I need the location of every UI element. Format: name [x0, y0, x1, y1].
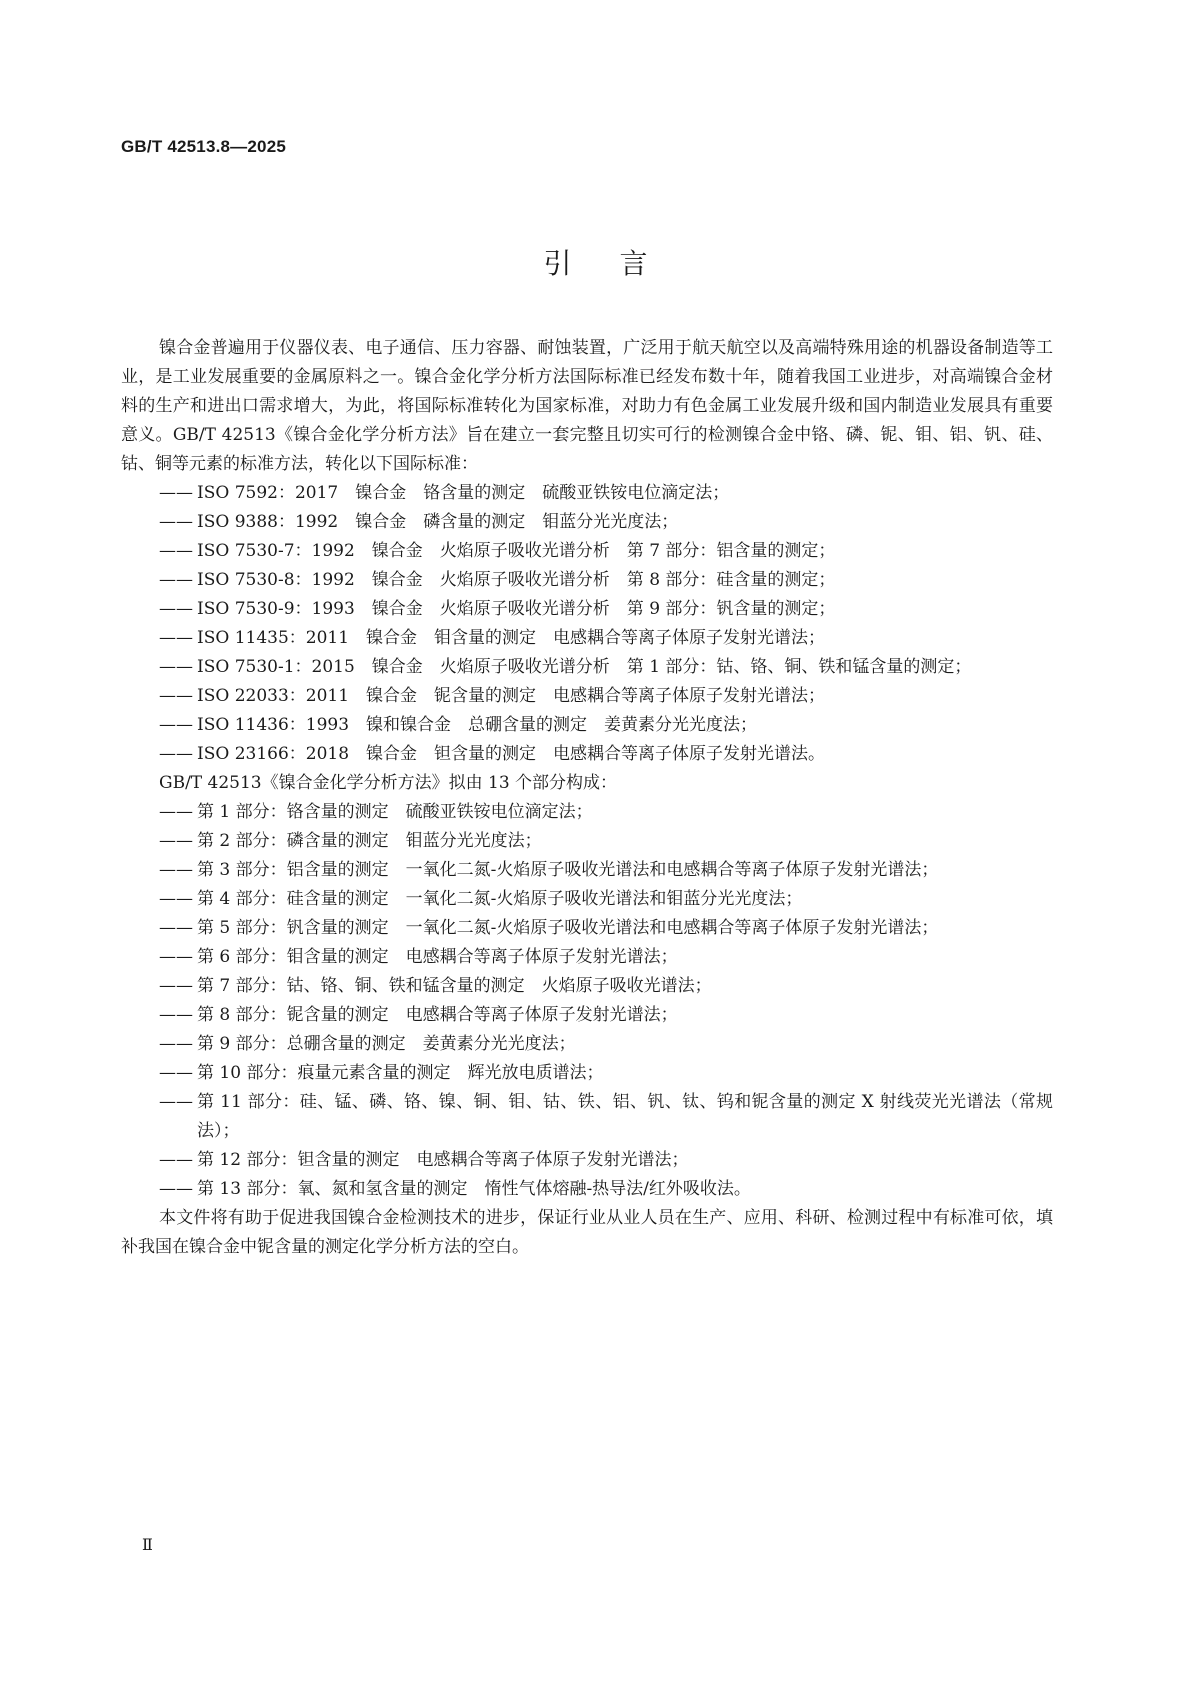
dash-marker: —— [159, 889, 193, 909]
dash-marker: —— [159, 860, 193, 880]
list-item [121, 653, 1053, 682]
dash-marker: —— [159, 686, 193, 706]
list-item-text: ISO 7530-7：1992 镍合金 火焰原子吸收光谱分析 第 7 部分：铝含量的测定； [197, 541, 836, 561]
list-item [121, 885, 1053, 914]
dash-marker: —— [159, 599, 193, 619]
list-item [121, 537, 1053, 566]
page-number: Ⅱ [142, 1535, 153, 1554]
list-item [121, 1146, 1053, 1175]
dash-marker: —— [159, 947, 193, 967]
dash-marker: —— [159, 628, 193, 648]
list-item-text: 第 7 部分：钴、铬、铜、铁和锰含量的测定 火焰原子吸收光谱法； [197, 976, 712, 996]
list-item-text: ISO 11435：2011 镍合金 钼含量的测定 电感耦合等离子体原子发射光谱法； [197, 628, 826, 648]
list-item [121, 798, 1053, 827]
list-item-text: ISO 7530-9：1993 镍合金 火焰原子吸收光谱分析 第 9 部分：钒含量的测定； [197, 599, 836, 619]
list-item-text: 第 5 部分：钒含量的测定 一氧化二氮-火焰原子吸收光谱法和电感耦合等离子体原子发射光谱法； [197, 918, 939, 938]
dash-marker: —— [159, 831, 193, 851]
list-item [121, 566, 1053, 595]
closing-paragraph: 本文件将有助于促进我国镍合金检测技术的进步，保证行业从业人员在生产、应用、科研、检测过程中有标准可依，填补我国在镍合金中铌含量的测定化学分析方法的空白。 [121, 1208, 1053, 1257]
standard-code: GB/T 42513.8—2025 [121, 137, 286, 156]
list-item [121, 479, 1053, 508]
dash-marker: —— [159, 512, 193, 532]
dash-marker: —— [159, 483, 193, 503]
list-item [121, 711, 1053, 740]
list-item [121, 1175, 1053, 1204]
list-item [121, 914, 1053, 943]
list-item [121, 827, 1053, 856]
list-item-text: ISO 7530-1：2015 镍合金 火焰原子吸收光谱分析 第 1 部分：钴、铬、铜、铁和锰含量的测定； [197, 657, 972, 677]
list-item-text: 第 13 部分：氧、氮和氢含量的测定 惰性气体熔融-热导法/红外吸收法。 [197, 1179, 751, 1199]
dash-marker: —— [159, 802, 193, 822]
dash-marker: —— [159, 541, 193, 561]
page-title: 引言 [543, 247, 696, 280]
list-item [121, 1001, 1053, 1030]
dash-marker: —— [159, 976, 193, 996]
dash-marker: —— [159, 1150, 193, 1170]
dash-marker: —— [159, 715, 193, 735]
list-item [121, 1030, 1053, 1059]
list-item [121, 624, 1053, 653]
list-item [121, 972, 1053, 1001]
dash-marker: —— [159, 1005, 193, 1025]
dash-marker: —— [159, 570, 193, 590]
dash-marker: —— [159, 1179, 193, 1199]
list-item-text: ISO 7530-8：1992 镍合金 火焰原子吸收光谱分析 第 8 部分：硅含量的测定； [197, 570, 836, 590]
dash-marker: —— [159, 657, 193, 677]
list-item-text: ISO 9388：1992 镍合金 磷含量的测定 钼蓝分光光度法； [197, 512, 679, 532]
list-item-text: ISO 23166：2018 镍合金 钽含量的测定 电感耦合等离子体原子发射光谱法。 [197, 744, 826, 764]
list-item [121, 682, 1053, 711]
list-item-text: ISO 11436：1993 镍和镍合金 总硼含量的测定 姜黄素分光光度法； [197, 715, 758, 735]
list-item-text: 第 4 部分：硅含量的测定 一氧化二氮-火焰原子吸收光谱法和钼蓝分光光度法； [197, 889, 803, 909]
list-item-text: ISO 7592：2017 镍合金 铬含量的测定 硫酸亚铁铵电位滴定法； [197, 483, 730, 503]
iso-standards-list [121, 479, 1053, 769]
dash-marker: —— [159, 1034, 193, 1054]
document-body [121, 334, 1053, 1262]
list-item-text: 第 8 部分：铌含量的测定 电感耦合等离子体原子发射光谱法； [197, 1005, 678, 1025]
list-item [121, 1059, 1053, 1088]
intro-paragraph: 镍合金普遍用于仪器仪表、电子通信、压力容器、耐蚀装置，广泛用于航天航空以及高端特殊用途的机器设备制造等工业，是工业发展重要的金属原料之一。镍合金化学分析方法国际标准已经发布数十年，随着我国工业进步，对高端镍合金材料的生产和进出口需求增大，为此，将国际标准转化为国家标准，对助力有色金属工业发展升级和国内制造业发展具有重要意义。GB/T 42513《镍合金化学分析方法》旨在建立一套完整且切实可行的检测镍合金中铬、磷、铌、钼、铝、钒、硅、钴、铜等元素的标准方法，转化以下国际标准： [121, 338, 1053, 474]
list-item [121, 943, 1053, 972]
dash-marker: —— [159, 918, 193, 938]
list-item-text: 第 2 部分：磷含量的测定 钼蓝分光光度法； [197, 831, 542, 851]
list-item [121, 856, 1053, 885]
list-item [121, 740, 1053, 769]
list-item-text: 第 10 部分：痕量元素含量的测定 辉光放电质谱法； [197, 1063, 604, 1083]
list-item-text: 第 6 部分：钼含量的测定 电感耦合等离子体原子发射光谱法； [197, 947, 678, 967]
list-item-text: ISO 22033：2011 镍合金 铌含量的测定 电感耦合等离子体原子发射光谱法； [197, 686, 826, 706]
list-item-text: 第 12 部分：钽含量的测定 电感耦合等离子体原子发射光谱法； [197, 1150, 689, 1170]
dash-marker: —— [159, 1063, 193, 1083]
dash-marker: —— [159, 1092, 193, 1112]
list-item-text: 第 9 部分：总硼含量的测定 姜黄素分光光度法； [197, 1034, 576, 1054]
list-item-text: 第 11 部分：硅、锰、磷、铬、镍、铜、钼、钴、铁、铝、钒、钛、钨和铌含量的测定 X 射线荧光光谱法（常规法）； [197, 1092, 1053, 1141]
list-item-text: 第 3 部分：铝含量的测定 一氧化二氮-火焰原子吸收光谱法和电感耦合等离子体原子发射光谱法； [197, 860, 939, 880]
list-item [121, 508, 1053, 537]
list-item [121, 595, 1053, 624]
parts-list [121, 798, 1053, 1204]
parts-intro-paragraph: GB/T 42513《镍合金化学分析方法》拟由 13 个部分构成： [159, 773, 618, 793]
list-item-text: 第 1 部分：铬含量的测定 硫酸亚铁铵电位滴定法； [197, 802, 593, 822]
dash-marker: —— [159, 744, 193, 764]
list-item [121, 1088, 1053, 1146]
